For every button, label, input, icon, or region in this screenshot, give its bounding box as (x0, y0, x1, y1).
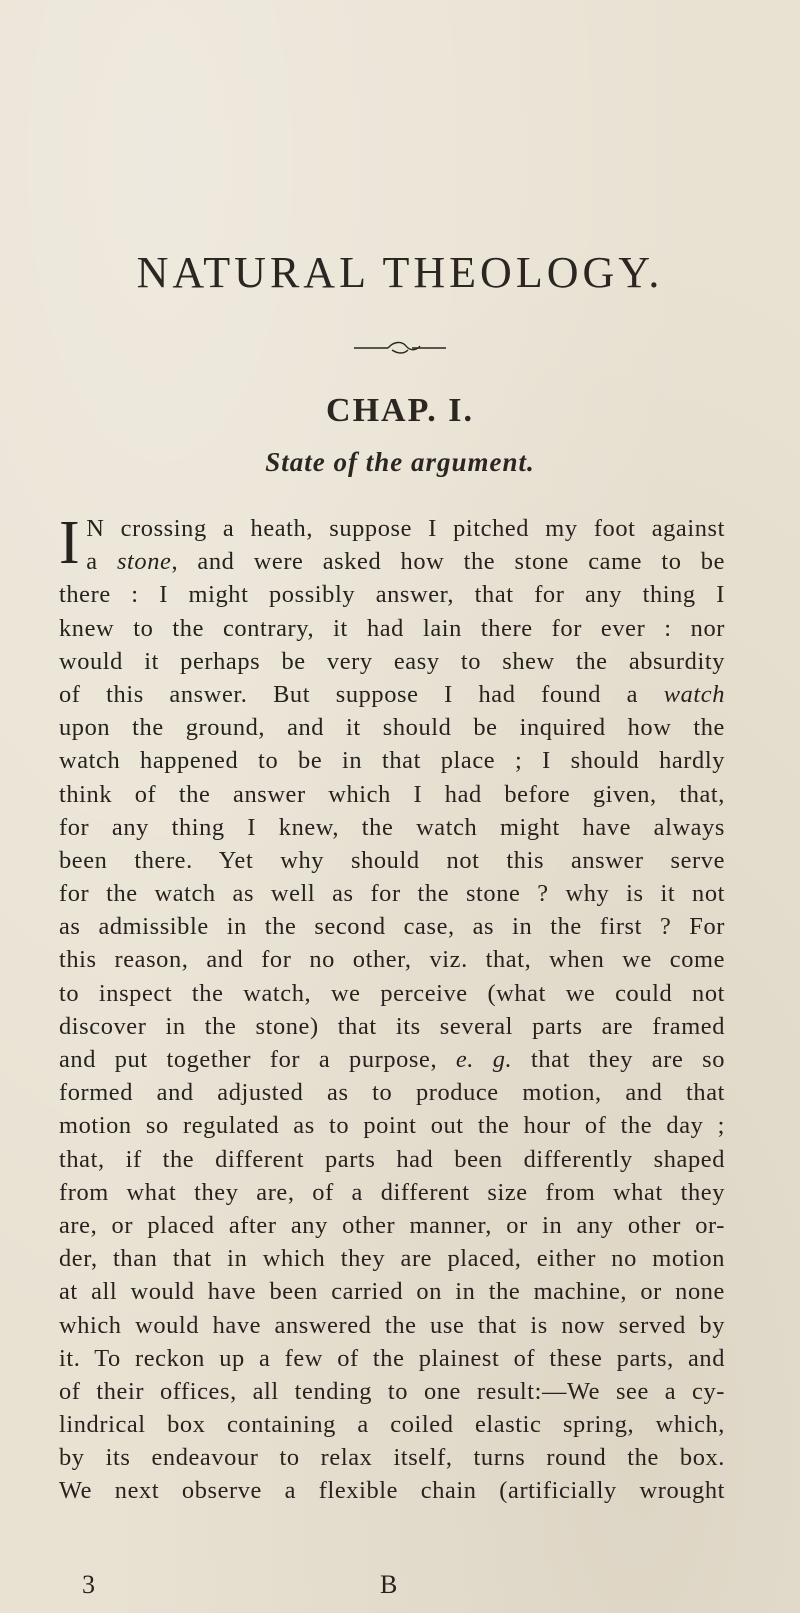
italic-text: stone (116, 548, 172, 576)
text-line (59, 545, 725, 578)
text-segment: which would have answered the use that is now served by (59, 1311, 725, 1339)
text-segment: by its endeavour to relax itself, turns round the box. (59, 1444, 725, 1472)
ornament-rule-icon (352, 340, 448, 356)
text-line (59, 778, 725, 811)
page-number: 3 (82, 1570, 95, 1599)
text-segment: been there. Yet why should not this answer serve (59, 846, 725, 874)
text-segment: that, if the different parts had been differently shaped (59, 1145, 725, 1173)
italic-text: e. g. (455, 1046, 513, 1073)
text-line (59, 1176, 725, 1209)
text-line (59, 1474, 725, 1507)
text-segment: for any thing I knew, the watch might have always (59, 813, 725, 841)
text-segment: think of the answer which I had before given, that, (59, 780, 725, 808)
text-line (59, 1408, 725, 1441)
text-line (59, 943, 725, 976)
page-title: NATURAL THEOLOGY. (136, 248, 664, 297)
text-segment: it. To reckon up a few of the plainest of these parts, and (59, 1344, 725, 1372)
drop-cap: I (59, 509, 81, 577)
text-segment: and put together for a purpose, (59, 1046, 456, 1073)
text-segment: there : I might possibly answer, that for any thing I (59, 581, 725, 609)
text-segment: at all would have been carried on in the machine, or none (59, 1278, 725, 1306)
text-segment: from what they are, of a different size from what they (59, 1178, 725, 1206)
text-segment: to inspect the watch, we perceive (what we could not (59, 979, 725, 1007)
body-paragraph (59, 509, 726, 1508)
text-line (59, 1109, 725, 1142)
text-segment: discover in the stone) that its several parts are framed (59, 1012, 725, 1040)
text-segment: watch happened to be in that place ; I should hardly (59, 747, 725, 775)
text-segment: this reason, and for no other, viz. that, when we come (59, 946, 725, 974)
text-line (59, 678, 725, 711)
italic-text: watch (663, 680, 725, 708)
text-line (59, 1043, 725, 1076)
text-line (59, 1375, 725, 1408)
text-line (59, 1143, 725, 1176)
text-line (59, 1309, 725, 1342)
text-segment: of their offices, all tending to one result:—We see a cy- (59, 1377, 725, 1405)
text-segment: that they are so (512, 1046, 725, 1073)
text-line (59, 1010, 725, 1043)
text-segment: as admissible in the second case, as in the first ? For (59, 913, 725, 941)
text-segment: knew to the contrary, it had lain there for ever : nor (59, 614, 725, 642)
text-segment: We next observe a flexible chain (artificially wrought (59, 1477, 725, 1505)
text-line (59, 711, 725, 744)
text-segment: for the watch as well as for the stone ? why is it not (59, 880, 725, 908)
text-segment: der, than that in which they are placed, either no motion (59, 1245, 725, 1273)
text-segment: lindrical box containing a coiled elastic spring, which, (59, 1411, 725, 1439)
text-segment: would it perhaps be very easy to shew the absurdity (59, 647, 725, 675)
text-line (59, 811, 725, 844)
text-line (59, 1342, 725, 1375)
text-line (59, 977, 725, 1010)
text-line (59, 744, 725, 777)
text-line (59, 512, 725, 545)
text-line (59, 877, 725, 910)
text-segment: a (86, 548, 117, 576)
text-segment: upon the ground, and it should be inquired how the (59, 714, 725, 742)
chapter-heading: CHAP. I. (326, 392, 474, 429)
text-line (59, 910, 725, 943)
text-line (59, 645, 725, 678)
text-line (59, 1275, 725, 1308)
text-line (59, 1076, 725, 1109)
chapter-subtitle: State of the argument. (265, 447, 535, 477)
text-segment: are, or placed after any other manner, or in any other or- (59, 1211, 725, 1239)
text-line (59, 612, 725, 645)
text-line (59, 578, 725, 611)
text-line (59, 844, 725, 877)
text-segment: of this answer. But suppose I had found a (59, 680, 664, 708)
text-segment: formed and adjusted as to produce motion, and that (59, 1079, 725, 1107)
text-segment: N crossing a heath, suppose I pitched my foot against (86, 515, 725, 542)
text-line (59, 1441, 725, 1474)
text-line (59, 1209, 725, 1242)
signature-mark: B (380, 1570, 398, 1599)
text-segment: , and were asked how the stone came to be (171, 548, 726, 576)
text-line (59, 1242, 725, 1275)
text-segment: motion so regulated as to point out the hour of the day ; (59, 1112, 725, 1140)
